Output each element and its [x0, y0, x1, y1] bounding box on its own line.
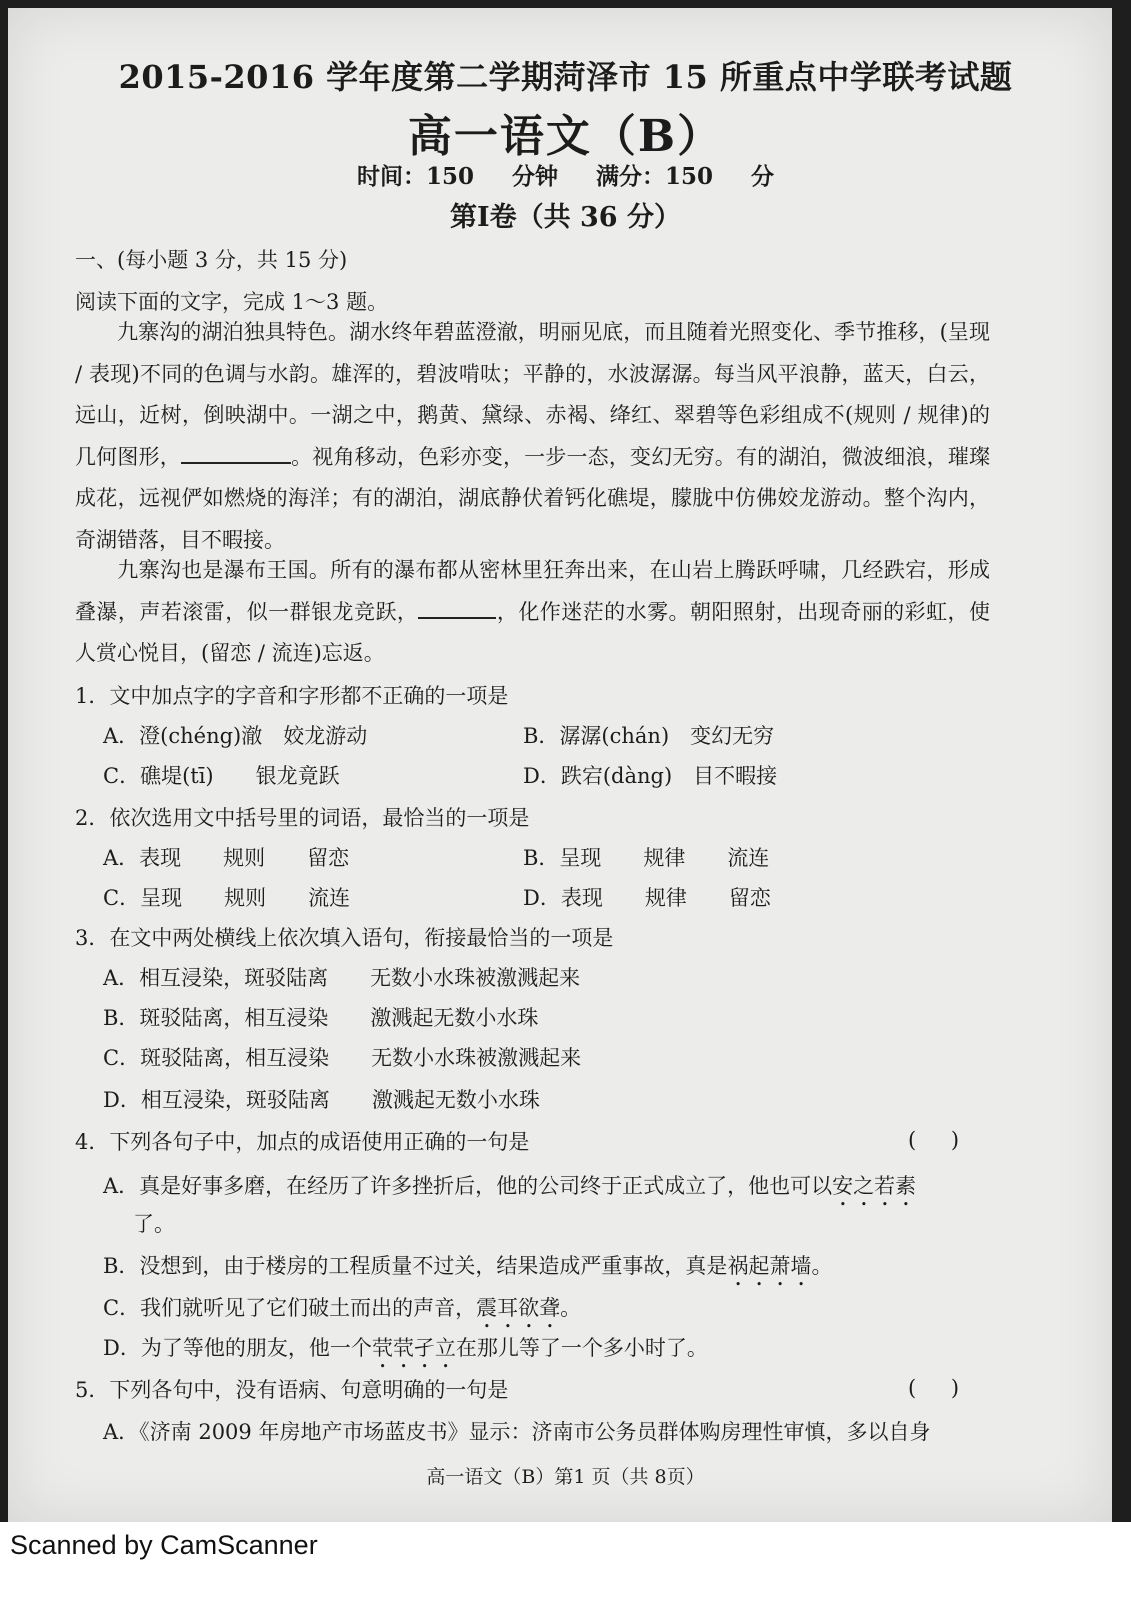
q4-b-idiom: 祸起萧墙 [727, 1254, 812, 1278]
exam-title: 2015-2016 学年度第二学期菏泽市 15 所重点中学联考试题 [118, 58, 1013, 96]
volume-title: 第Ⅰ卷（共 36 分） [449, 202, 681, 233]
passage-paragraph-1 [75, 312, 990, 561]
passage-1-part-a: 九寨沟的湖泊独具特色。湖水终年碧蓝澄澈，明丽见底，而且随着光照变化、季节推移，(呈现 / 表现)不同的色调与水韵。雄浑的，碧波啃呔；平静的，水波潺潺。每当风平浪静，蓝天，白云，远山，近树，倒映湖中。一湖之中，鹅黄、黛绿、赤褐、绛红、翠碧等色彩组成不(规则 / 规律)的几何图形， [75, 320, 990, 469]
q4-d-text: D．为了等他的朋友，他一个 [103, 1336, 372, 1360]
q4-b-end: 。 [811, 1254, 833, 1278]
question-4-stem: 4．下列各句子中，加点的成语使用正确的一句是 [75, 1130, 530, 1154]
q4-c-idiom: 震耳欲聋 [476, 1296, 561, 1320]
time-and-score: 时间：150 分钟 满分：150 分 [356, 163, 775, 190]
question-1-stem: 1．文中加点字的字音和字形都不正确的一项是 [75, 684, 509, 708]
q3-option-b: B．斑驳陆离，相互浸染 激溅起无数小水珠 [103, 1006, 539, 1030]
q4-d-idiom: 茕茕孑立 [371, 1336, 456, 1360]
q2-option-b: B．呈现 规律 流连 [523, 846, 770, 870]
section-heading: 一、(每小题 3 分，共 15 分) [75, 248, 348, 272]
page-footer: 高一语文（B）第1 页（共 8页） [426, 1466, 705, 1488]
q5-option-a: A．《济南 2009 年房地产市场蓝皮书》显示：济南市公务员群体购房理性审慎，多以自身 [103, 1420, 931, 1444]
scanner-watermark: Scanned by CamScanner [10, 1530, 318, 1560]
q4-c-text: C．我们就听见了它们破土而出的声音， [103, 1296, 477, 1320]
q4-option-a [103, 1170, 916, 1211]
passage-paragraph-2 [75, 550, 990, 675]
q4-b-text: B．没想到，由于楼房的工程质量不过关，结果造成严重事故，真是 [103, 1254, 728, 1278]
q1-option-d: D．跌宕(dàng) 目不暇接 [523, 764, 778, 788]
q4-a-text: A．真是好事多磨，在经历了许多挫折后，他的公司终于正式成立了，他也可以 [103, 1174, 833, 1198]
question-5-stem: 5．下列各句中，没有语病、句意明确的一句是 [75, 1378, 509, 1402]
q4-a-idiom: 安之若素 [832, 1174, 917, 1198]
question-3-stem: 3．在文中两处横线上依次填入语句，衔接最恰当的一项是 [75, 926, 614, 950]
q2-option-d: D．表现 规律 留恋 [523, 886, 771, 910]
q1-option-a: A．澄(chéng)澈 姣龙游动 [103, 724, 368, 748]
q4-option-d [103, 1332, 708, 1373]
q4-answer-parentheses: ( ) [908, 1128, 960, 1152]
q5-answer-parentheses: ( ) [908, 1376, 960, 1400]
passage-2-part-b: ，化作迷茫的水雾。朝阳照射，出现奇丽的彩虹，使人赏心悦目，(留恋 / 流连)忘返。 [75, 599, 991, 665]
question-2-stem: 2．依次选用文中括号里的词语，最恰当的一项是 [75, 806, 530, 830]
q2-option-c: C．呈现 规则 流连 [103, 886, 351, 910]
q1-option-c: C．礁堤(tī) 银龙竟跃 [103, 764, 340, 788]
q4-d-end: 在那儿等了一个多小时了。 [455, 1336, 708, 1360]
q2-option-a: A．表现 规则 留恋 [103, 846, 350, 870]
q1-option-b: B．潺潺(chán) 变幻无穷 [523, 724, 775, 748]
q4-option-b [103, 1250, 832, 1291]
q4-c-end: 。 [560, 1296, 582, 1320]
q3-option-a: A．相互浸染，斑驳陆离 无数小水珠被激溅起来 [103, 966, 581, 990]
q4-option-c [103, 1292, 581, 1333]
passage-1-part-b: 。视角移动，色彩亦变，一步一态，变幻无穷。有的湖泊，微波细浪，璀璨成花，远视俨如燃烧的海洋；有的湖泊，湖底静伏着钙化礁堤，朦胧中仿佛姣龙游动。整个沟内，奇湖错落，目不暇接。 [75, 444, 990, 552]
blank-1 [181, 444, 291, 464]
reading-instruction: 阅读下面的文字，完成 1～3 题。 [75, 290, 389, 314]
q3-option-c: C．斑驳陆离，相互浸染 无数小水珠被激溅起来 [103, 1046, 582, 1070]
q4-option-a-continued: 了。 [133, 1212, 175, 1236]
passage-2-part-a: 九寨沟也是瀑布王国。所有的瀑布都从密林里狂奔出来，在山岩上腾跃呼啸，几经跌宕，形成叠瀑，声若滚雷，似一群银龙竞跃， [75, 558, 990, 624]
subject-title: 高一语文（B） [407, 111, 724, 162]
blank-2 [418, 599, 496, 619]
q3-option-d: D．相互浸染，斑驳陆离 激溅起无数小水珠 [103, 1088, 540, 1112]
